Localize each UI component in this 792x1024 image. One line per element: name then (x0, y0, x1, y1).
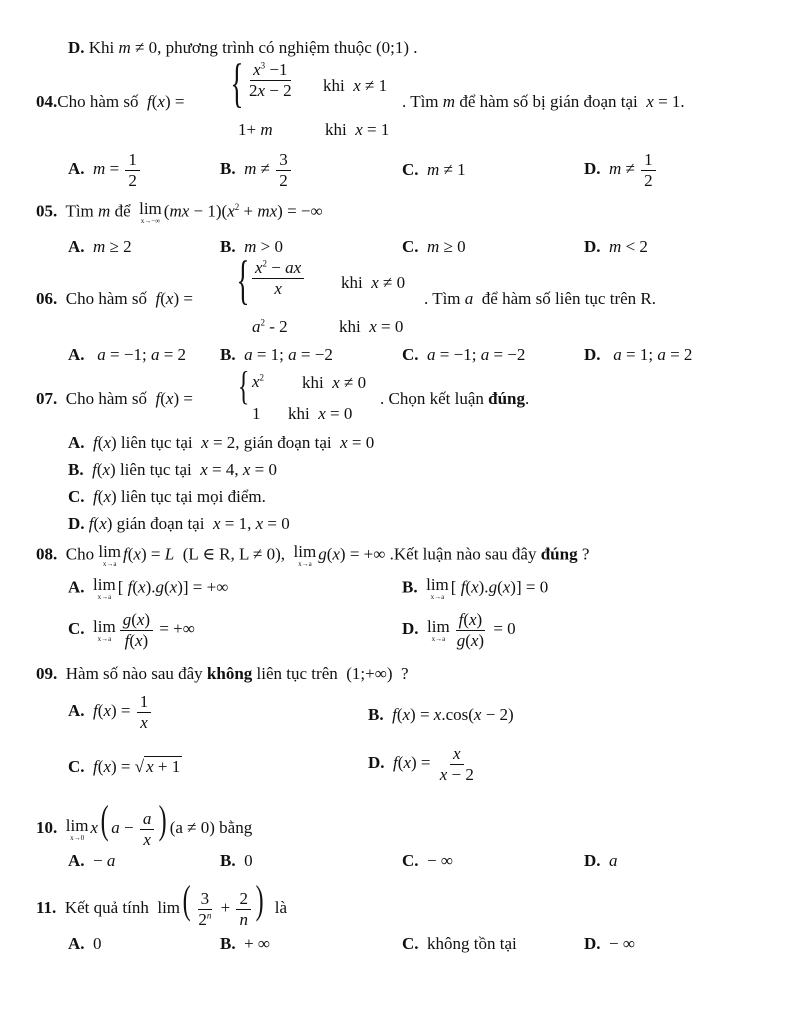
q09-option-d: D. f(x) = $\frac{x}{x - 2}$ (368, 744, 474, 784)
q07-question: . Chọn kết luận đúng. (380, 389, 530, 408)
q09-stem: 09. Hàm số nào sau đây không liên tục trên (1;+∞) ? (36, 664, 409, 683)
q04-case1: $\frac{x^3 -1}{2x - 2}$ (249, 60, 292, 100)
q04-case2: 1+ m (238, 120, 273, 139)
q06-question: . Tìm a để hàm số liên tục trên R. (424, 289, 656, 308)
q11-option-d: D. − ∞ (584, 934, 635, 953)
q10-option-c: C. − ∞ (402, 851, 453, 870)
q04-cond2: khi x = 1 (325, 120, 390, 139)
q05-option-c: C. m ≥ 0 (402, 237, 466, 256)
q10-option-d: D. a (584, 851, 618, 870)
q06-case1: $\frac{x^2 - ax}{x}$ (250, 258, 306, 298)
q07-cond2: khi x = 0 (288, 404, 353, 423)
q07-option-a: A. f(x) liên tục tại x = 2, gián đoạn tại x = 0 (68, 433, 375, 452)
q06-cond2: khi x = 0 (339, 317, 404, 336)
q04-question: . Tìm m để hàm số bị gián đoạn tại x = 1. (402, 92, 685, 111)
q08-option-d: D. lim x→a $\frac{f(x)}{g(x)}$ = 0 (402, 610, 516, 650)
q08-option-b: B. lim x→a [ f(x).g(x)] = 0 (402, 575, 549, 601)
q06-option-c: C. a = −1; a = −2 (402, 345, 526, 364)
q09-option-a: A. f(x) = $\frac{1}{x}$ (68, 692, 153, 732)
q07-brace: { (237, 363, 250, 408)
q10-option-b: B. 0 (220, 851, 253, 870)
q07-case2: 1 (252, 404, 261, 423)
q07-option-d: D. f(x) gián đoạn tại x = 1, x = 0 (68, 514, 290, 533)
q11-option-c: C. không tồn tại (402, 934, 517, 953)
q09-option-b: B. f(x) = x.cos(x − 2) (368, 705, 514, 724)
q09-option-c: C. f(x) = √ x + 1 (68, 757, 181, 776)
q11-stem: 11. Kết quả tính lim( $\frac{3}{2^n}$ + $\frac{2}{n}$ ) là (36, 877, 288, 929)
q04-option-d: D. m ≠ $\frac{1}{2}$ (584, 150, 658, 190)
q06-brace: { (236, 250, 250, 310)
q04-number: 04.Cho hàm số f(x) = (36, 92, 185, 111)
q05-option-a: A. m ≥ 2 (68, 237, 132, 256)
q06-case2: $a^2 - 2$ (252, 317, 288, 336)
q06-option-d: D. a = 1; a = 2 (584, 345, 693, 364)
q06-stem: 06. Cho hàm số f(x) = (36, 289, 193, 308)
q04-brace: { (230, 53, 244, 113)
q07-option-c: C. f(x) liên tục tại mọi điểm. (68, 487, 266, 506)
q08-stem: 08. Cho lim x→a f(x) = L (L ∈ R, L ≠ 0), lim x→a g(x) = +∞ .Kết luận nào sau đây đúng ? (36, 542, 590, 568)
q07-option-b: B. f(x) liên tục tại x = 4, x = 0 (68, 460, 277, 479)
q06-cond1: khi x ≠ 0 (341, 273, 406, 292)
q05-stem: 05. Tìm m để lim x→−∞ $(mx - 1)(x^2 + mx)$ = −∞ (36, 199, 323, 225)
q11-option-b: B. + ∞ (220, 934, 271, 953)
q03-option-d: D. Khi m ≠ 0, phương trình có nghiệm thuộc (0;1) . (68, 38, 418, 57)
q11-option-a: A. 0 (68, 934, 102, 953)
q04-option-a: A. m = $\frac{1}{2}$ (68, 150, 142, 190)
q07-case1: $x^2$ (252, 372, 265, 391)
q08-option-c: C. lim x→a $\frac{g(x)}{f(x)}$ = +∞ (68, 610, 195, 650)
q06-option-a: A. a = −1; a = 2 (68, 345, 187, 364)
q04-option-c: C. m ≠ 1 (402, 160, 466, 179)
q07-stem: 07. Cho hàm số f(x) = (36, 389, 193, 408)
q04-option-b: B. m ≠ $\frac{3}{2}$ (220, 150, 293, 190)
q08-option-a: A. lim x→a [ f(x).g(x)] = +∞ (68, 575, 229, 601)
q05-option-d: D. m < 2 (584, 237, 648, 256)
q07-cond1: khi x ≠ 0 (302, 373, 367, 392)
q10-stem: 10. lim x→0 x( a − $\frac{a}{x}$ ) (a ≠ 0) bằng (36, 797, 253, 849)
q06-option-b: B. a = 1; a = −2 (220, 345, 333, 364)
q05-option-b: B. m > 0 (220, 237, 283, 256)
q04-cond1: khi x ≠ 1 (323, 76, 388, 95)
q10-option-a: A. − a (68, 851, 116, 870)
